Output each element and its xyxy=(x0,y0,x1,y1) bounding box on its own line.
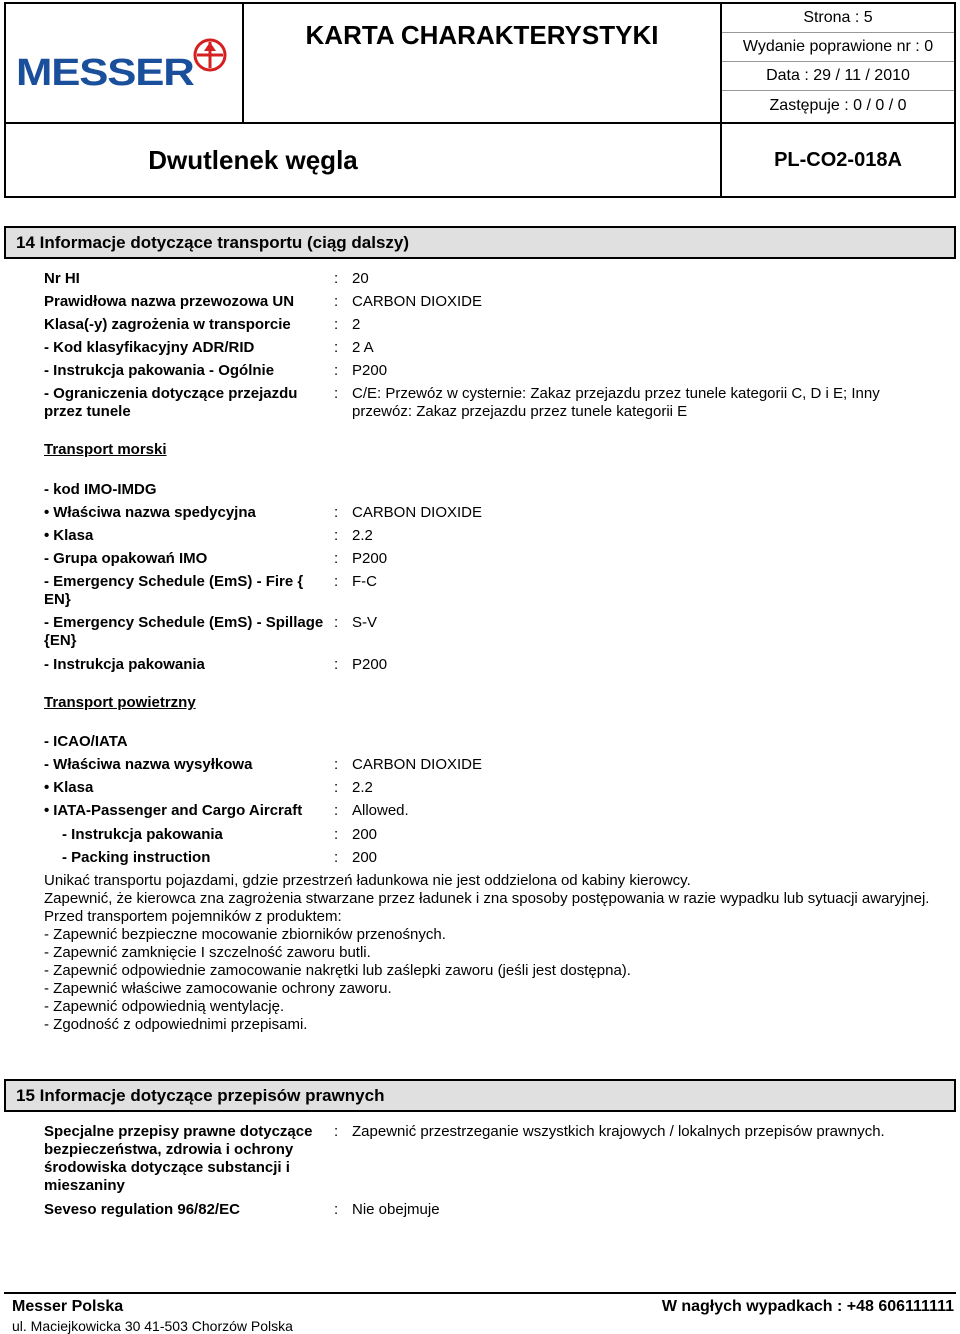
field-row xyxy=(44,779,924,797)
field-value: 20 xyxy=(352,270,369,287)
note-line: - Zgodność z odpowiednimi przepisami. xyxy=(44,1016,308,1033)
field-label: - Instrukcja pakowania xyxy=(62,826,223,843)
field-label: - Instrukcja pakowania xyxy=(44,656,205,673)
transport-notes xyxy=(44,872,934,1034)
doc-title: KARTA CHARAKTERYSTYKI xyxy=(305,19,659,50)
field-separator: : xyxy=(334,756,339,773)
field-label: • Właściwa nazwa spedycyjna xyxy=(44,504,334,522)
note-line: Przed transportem pojemników z produktem: xyxy=(44,908,342,925)
field-row xyxy=(44,849,924,867)
field-value: Zapewnić przestrzeganie wszystkich krajowych / lokalnych przepisów prawnych. xyxy=(352,1123,885,1140)
field-row xyxy=(44,270,924,288)
field-separator: : xyxy=(334,550,339,567)
field-separator: : xyxy=(334,527,339,544)
field-row xyxy=(44,527,924,545)
substance-name: Dwutlenek węgla xyxy=(148,144,358,175)
messer-emblem-icon xyxy=(192,37,228,73)
footer-emergency-phone: W nagłych wypadkach : +48 606111111 xyxy=(661,1298,954,1315)
field-separator: : xyxy=(334,362,339,379)
field-row xyxy=(44,756,924,774)
section-14-header: 14 Informacje dotyczące transportu (ciąg dalszy) xyxy=(4,226,956,259)
field-separator: : xyxy=(334,826,339,843)
note-line: - Zapewnić właściwe zamocowanie ochrony zaworu. xyxy=(44,980,392,997)
field-separator: : xyxy=(334,316,339,333)
messer-logo-text: MESSER xyxy=(16,52,194,94)
field-separator: : xyxy=(334,849,339,866)
substance-name-box xyxy=(6,124,720,196)
field-row xyxy=(44,656,924,674)
note-line: - Zapewnić odpowiednią wentylację. xyxy=(44,998,285,1015)
section-15-header: 15 Informacje dotyczące przepisów prawnych xyxy=(4,1079,956,1112)
field-separator: : xyxy=(334,656,339,673)
field-label: - Grupa opakowań IMO xyxy=(44,550,208,567)
field-row xyxy=(44,802,924,820)
logo-area xyxy=(6,4,244,124)
field-label: • IATA-Passenger and Cargo Aircraft xyxy=(44,802,334,820)
field-label: - Emergency Schedule (EmS) - Fire { EN} xyxy=(44,573,304,608)
field-row xyxy=(44,504,924,522)
revision-date: Data : 29 / 11 / 2010 xyxy=(722,62,954,91)
field-label: - Instrukcja pakowania - Ogólnie xyxy=(44,362,275,379)
note-line: - Zapewnić odpowiednie zamocowanie nakrętki lub zaślepki zaworu (jeśli jest dostępna). xyxy=(44,962,631,979)
field-value: P200 xyxy=(352,656,388,673)
field-label: - Kod klasyfikacyjny ADR/RID xyxy=(44,339,255,356)
field-value: CARBON DIOXIDE xyxy=(352,293,483,310)
field-value: CARBON DIOXIDE xyxy=(352,756,483,773)
footer-company: Messer Polska xyxy=(12,1298,124,1315)
field-row xyxy=(44,573,924,609)
field-value: 2.2 xyxy=(352,527,373,544)
field-label: - ICAO/IATA xyxy=(44,733,128,750)
field-row xyxy=(44,550,924,568)
field-value: Nie obejmuje xyxy=(352,1201,440,1218)
note-line: - Zapewnić zamknięcie I szczelność zaworu butli. xyxy=(44,944,371,961)
revision-number: Wydanie poprawione nr : 0 xyxy=(722,33,954,62)
field-separator: : xyxy=(334,339,339,356)
air-transport-heading: Transport powietrzny xyxy=(44,694,196,711)
field-row xyxy=(44,293,924,311)
field-separator: : xyxy=(334,293,339,310)
field-separator: : xyxy=(334,1123,339,1140)
field-value: 2.2 xyxy=(352,779,373,796)
field-value: 200 xyxy=(352,849,378,866)
page-number: Strona : 5 xyxy=(722,4,954,33)
field-row xyxy=(44,362,924,380)
field-row xyxy=(44,1123,924,1195)
field-row xyxy=(44,1201,924,1219)
field-row xyxy=(44,339,924,357)
field-value: 2 xyxy=(352,316,361,333)
field-row xyxy=(44,614,924,650)
field-label: Prawidłowa nazwa przewozowa UN xyxy=(44,293,295,310)
field-value: C/E: Przewóz w cysternie: Zakaz przejazdu przez tunele kategorii C, D i E; Inny przewóz: Zakaz przejazdu przez tunele kategorii E xyxy=(352,385,880,420)
field-value: P200 xyxy=(352,362,388,379)
field-row xyxy=(44,733,924,751)
field-row xyxy=(44,316,924,334)
field-label: - Emergency Schedule (EmS) - Spillage {EN} xyxy=(44,614,324,649)
field-label: Klasa(-y) zagrożenia w transporcie xyxy=(44,316,291,333)
note-line: - Zapewnić bezpieczne mocowanie zbiorników przenośnych. xyxy=(44,926,446,943)
supersedes: Zastępuje : 0 / 0 / 0 xyxy=(769,96,907,114)
field-label: Specjalne przepisy prawne dotyczące bezpieczeństwa, zdrowia i ochrony środowiska dotyczące substancji i mieszaniny xyxy=(44,1123,313,1194)
field-value: CARBON DIOXIDE xyxy=(352,504,483,521)
field-separator: : xyxy=(334,614,339,631)
doc-meta xyxy=(720,4,954,124)
field-label: • Klasa xyxy=(44,527,334,545)
doc-id: PL-CO2-018A xyxy=(774,148,902,171)
field-label: - Właściwa nazwa wysyłkowa xyxy=(44,756,253,773)
field-label: - Packing instruction xyxy=(62,849,211,866)
field-separator: : xyxy=(334,1201,339,1218)
field-separator: : xyxy=(334,802,339,819)
doc-id-box xyxy=(720,124,954,196)
document-footer xyxy=(4,1292,956,1334)
sea-transport-heading: Transport morski xyxy=(44,441,167,458)
doc-title-box xyxy=(244,4,720,124)
note-line: Unikać transportu pojazdami, gdzie przestrzeń ładunkowa nie jest oddzielona od kabiny kierowcy. xyxy=(44,872,691,889)
field-label: Nr HI xyxy=(44,270,80,287)
field-label: - kod IMO-IMDG xyxy=(44,481,157,498)
field-separator: : xyxy=(334,573,339,590)
field-separator: : xyxy=(334,270,339,287)
field-row xyxy=(44,826,924,844)
field-row xyxy=(44,385,924,421)
field-row xyxy=(44,481,924,499)
field-separator: : xyxy=(334,779,339,796)
field-value: F-C xyxy=(352,573,377,590)
footer-address: ul. Maciejkowicka 30 41-503 Chorzów Polska xyxy=(12,1318,293,1334)
field-value: 2 A xyxy=(352,339,374,356)
field-separator: : xyxy=(334,385,339,402)
field-separator: : xyxy=(334,504,339,521)
field-label: Seveso regulation 96/82/EC xyxy=(44,1201,240,1218)
field-value: 200 xyxy=(352,826,378,843)
note-line: Zapewnić, że kierowca zna zagrożenia stwarzane przez ładunek i zna sposoby postępowania w razie wypadku lub sytuacji awaryjnej. xyxy=(44,890,930,907)
field-value: Allowed. xyxy=(352,802,409,819)
field-label: • Klasa xyxy=(44,779,334,797)
field-value: S-V xyxy=(352,614,378,631)
document-header xyxy=(4,2,956,198)
field-label: - Ograniczenia dotyczące przejazdu przez tunele xyxy=(44,385,298,420)
field-value: P200 xyxy=(352,550,388,567)
